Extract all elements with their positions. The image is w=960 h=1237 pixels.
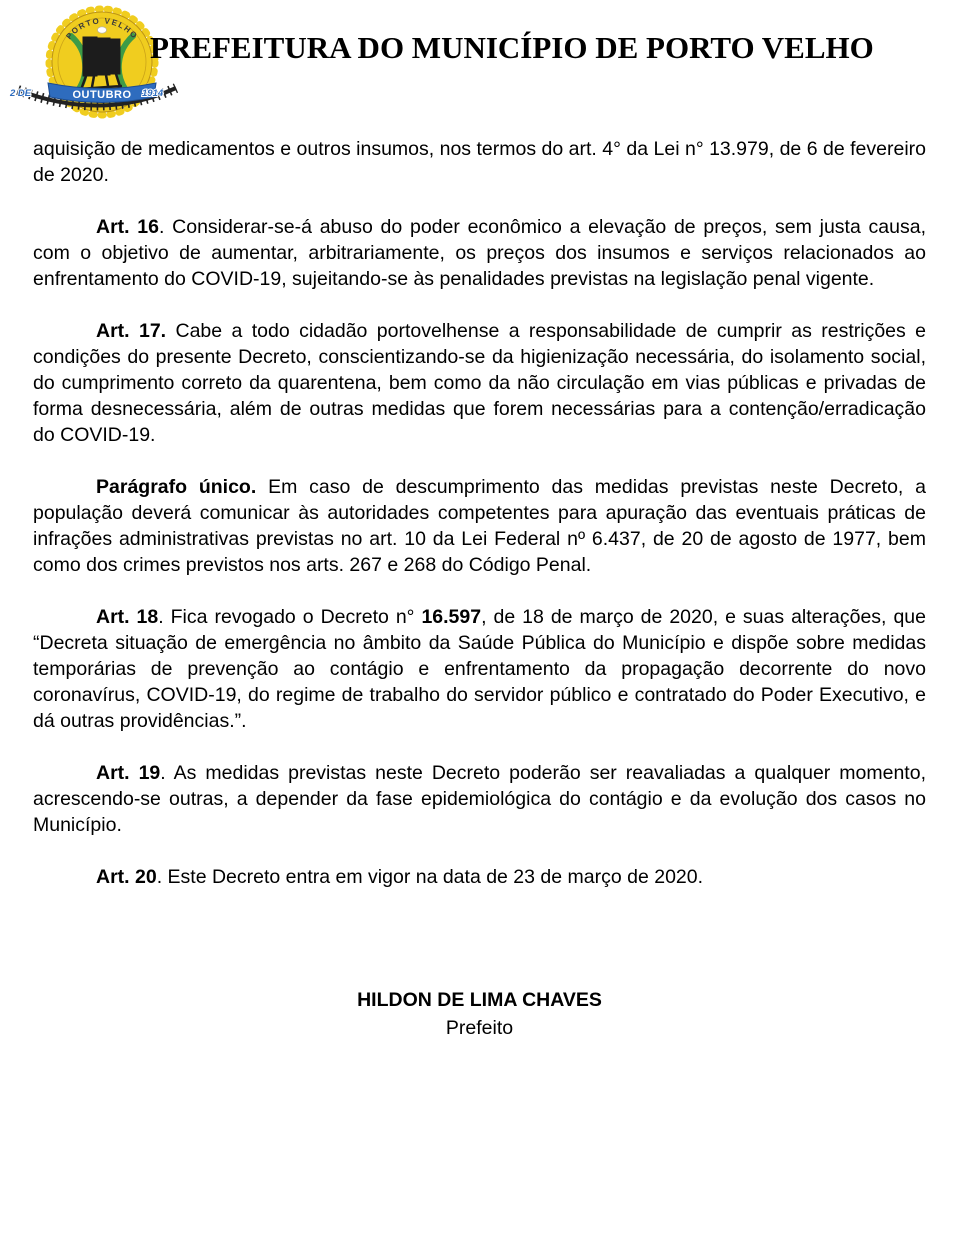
run-text: Cabe a todo cidadão portovelhense a responsabilidade de cumprir as restrições e condições do presente Decreto, conscientizando-se da higienização necessária, do isolamento social, do cumprimento correto da quarentena, bem como da não circulação em vias públicas e privadas de forma desnecessária, além de outras medidas que forem necessárias para a contenção/erradicação do COVID-19. [33, 320, 926, 446]
title-area [150, 30, 920, 66]
banner-text: OUTUBRO [72, 89, 132, 101]
paragraph-art-19 [33, 760, 926, 838]
decree-body [0, 130, 960, 1042]
signature-role: Prefeito [445, 1017, 514, 1039]
paragraph-paragrafo-unico [33, 474, 926, 578]
run-text: , de 18 de março de 2020, e suas alterações, que “Decreta situação de emergência no âmbito da Saúde Pública do Município e dispõe sobre medidas temporárias de prevenção ao contágio e enfrentamento da propagação decorrente do novo coronavírus, COVID-19, do regime de trabalho do servidor público e contratado do Poder Executivo, e dá outras providências.”. [33, 606, 926, 732]
run-bold: Art. 19 [96, 762, 161, 784]
paragraph-art-17 [33, 318, 926, 448]
run-text: . Fica revogado o Decreto n° [158, 606, 422, 628]
run-text: aquisição de medicamentos e outros insumos, nos termos do art. 4° da Lei n° 13.979, de 6 de fevereiro de 2020. [33, 138, 926, 186]
run-text: . As medidas previstas neste Decreto poderão ser reavaliadas a qualquer momento, acrescendo-se outras, a depender da fase epidemiológica do contágio e da evolução dos casos no Município. [33, 762, 926, 836]
run-bold: Art. 18 [96, 606, 159, 628]
dove-icon [98, 27, 107, 33]
porto-velho-coat-of-arms-icon [6, 4, 178, 128]
seal-arc-text: PORTO VELHO [64, 16, 140, 42]
run-bold: Art. 16 [96, 216, 160, 238]
run-text: . Este Decreto entra em vigor na data de 23 de março de 2020. [156, 866, 704, 888]
run-bold: Parágrafo único. [96, 476, 257, 498]
letterhead [0, 0, 960, 130]
run-text: Em caso de descumprimento das medidas previstas neste Decreto, a população deverá comunicar às autoridades competentes para apuração das eventuais práticas de infrações administrativas previstas no art. 10 da Lei Federal nº 6.437, de 20 de agosto de 1977, bem como dos crimes previstos nos arts. 267 e 268 do Código Penal. [33, 476, 927, 576]
paragraph-art-16 [33, 214, 926, 292]
paragraph-continuation [33, 136, 926, 188]
page-title: PREFEITURA DO MUNICÍPIO DE PORTO VELHO [150, 30, 874, 65]
seal-date-left: 2 DE [10, 88, 32, 99]
paragraph-art-20 [33, 864, 926, 890]
paragraph-art-18 [33, 604, 926, 734]
run-bold: 16.597 [421, 606, 482, 628]
run-bold: Art. 17. [96, 320, 167, 342]
signature-block [33, 986, 926, 1042]
run-text: . Considerar-se-á abuso do poder econômico a elevação de preços, sem justa causa, com o objetivo de aumentar, arbitrariamente, os preços dos insumos e serviços relacionados ao enfrentamento do COVID-19, sujeitando-se às penalidades previstas na legislação penal vigente. [33, 216, 926, 290]
run-bold: Art. 20 [96, 866, 157, 888]
seal-date-right: 1914 [142, 88, 164, 99]
signature-name: HILDON DE LIMA CHAVES [357, 989, 602, 1011]
